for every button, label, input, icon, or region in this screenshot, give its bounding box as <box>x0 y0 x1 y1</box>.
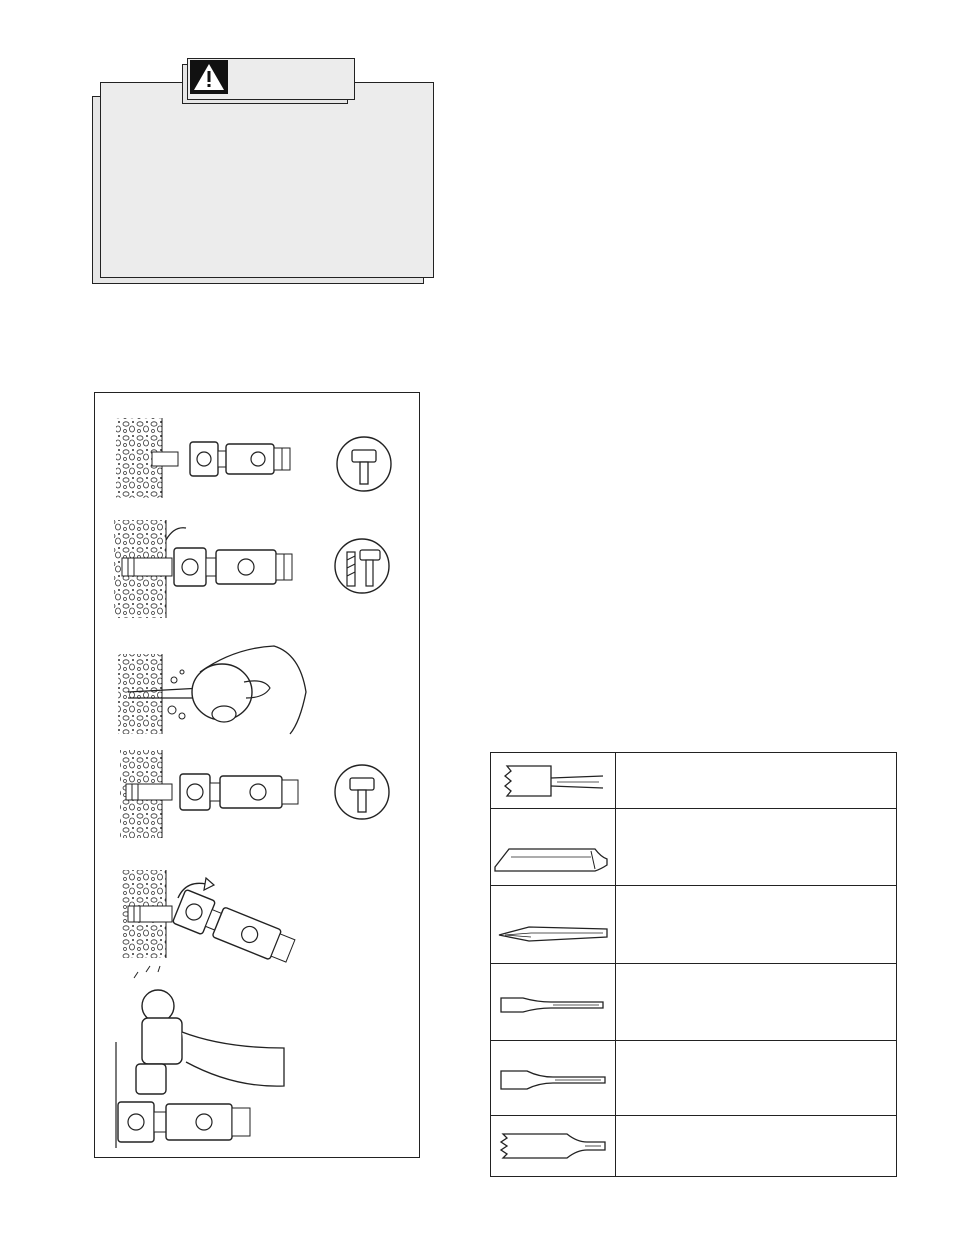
toothed-chisel-icon <box>491 1116 615 1176</box>
warning-triangle-icon <box>190 60 228 94</box>
flat-chisel-icon <box>491 964 615 1040</box>
step-2-drill-and-set <box>114 520 292 618</box>
drill-bit-and-hammer-icon <box>335 539 389 593</box>
core-bit-icon <box>491 754 615 808</box>
bit-image-cell <box>491 1116 616 1177</box>
wide-flat-chisel-icon <box>491 1041 615 1115</box>
table-row <box>491 1116 897 1177</box>
table-row <box>491 1041 897 1116</box>
table-row <box>491 964 897 1041</box>
bit-description <box>616 1116 897 1177</box>
pointed-chisel-icon <box>491 887 615 963</box>
table-row <box>491 753 897 809</box>
bit-description <box>616 1041 897 1116</box>
chisel-types-table <box>490 752 897 1177</box>
warning-box <box>100 82 434 278</box>
bit-description <box>616 964 897 1041</box>
bit-image-cell <box>491 809 616 886</box>
step-4-insert-anchor <box>120 750 298 838</box>
hammer-icon <box>337 437 391 491</box>
step-5-rotate-tool <box>122 870 297 968</box>
bit-image-cell <box>491 1041 616 1116</box>
step-3-blow-out-dust <box>118 646 306 734</box>
table-row <box>491 886 897 964</box>
bit-image-cell <box>491 964 616 1041</box>
hammer-icon <box>335 765 389 819</box>
bit-description <box>616 886 897 964</box>
gouge-chisel-icon <box>491 809 615 885</box>
bit-description <box>616 753 897 809</box>
bit-image-cell <box>491 753 616 809</box>
bit-description <box>616 809 897 886</box>
step-6-hammer-set <box>116 966 284 1148</box>
step-1-drive-anchor <box>116 418 290 498</box>
installation-steps-illustration <box>94 392 420 1158</box>
bit-image-cell <box>491 886 616 964</box>
table-row <box>491 809 897 886</box>
